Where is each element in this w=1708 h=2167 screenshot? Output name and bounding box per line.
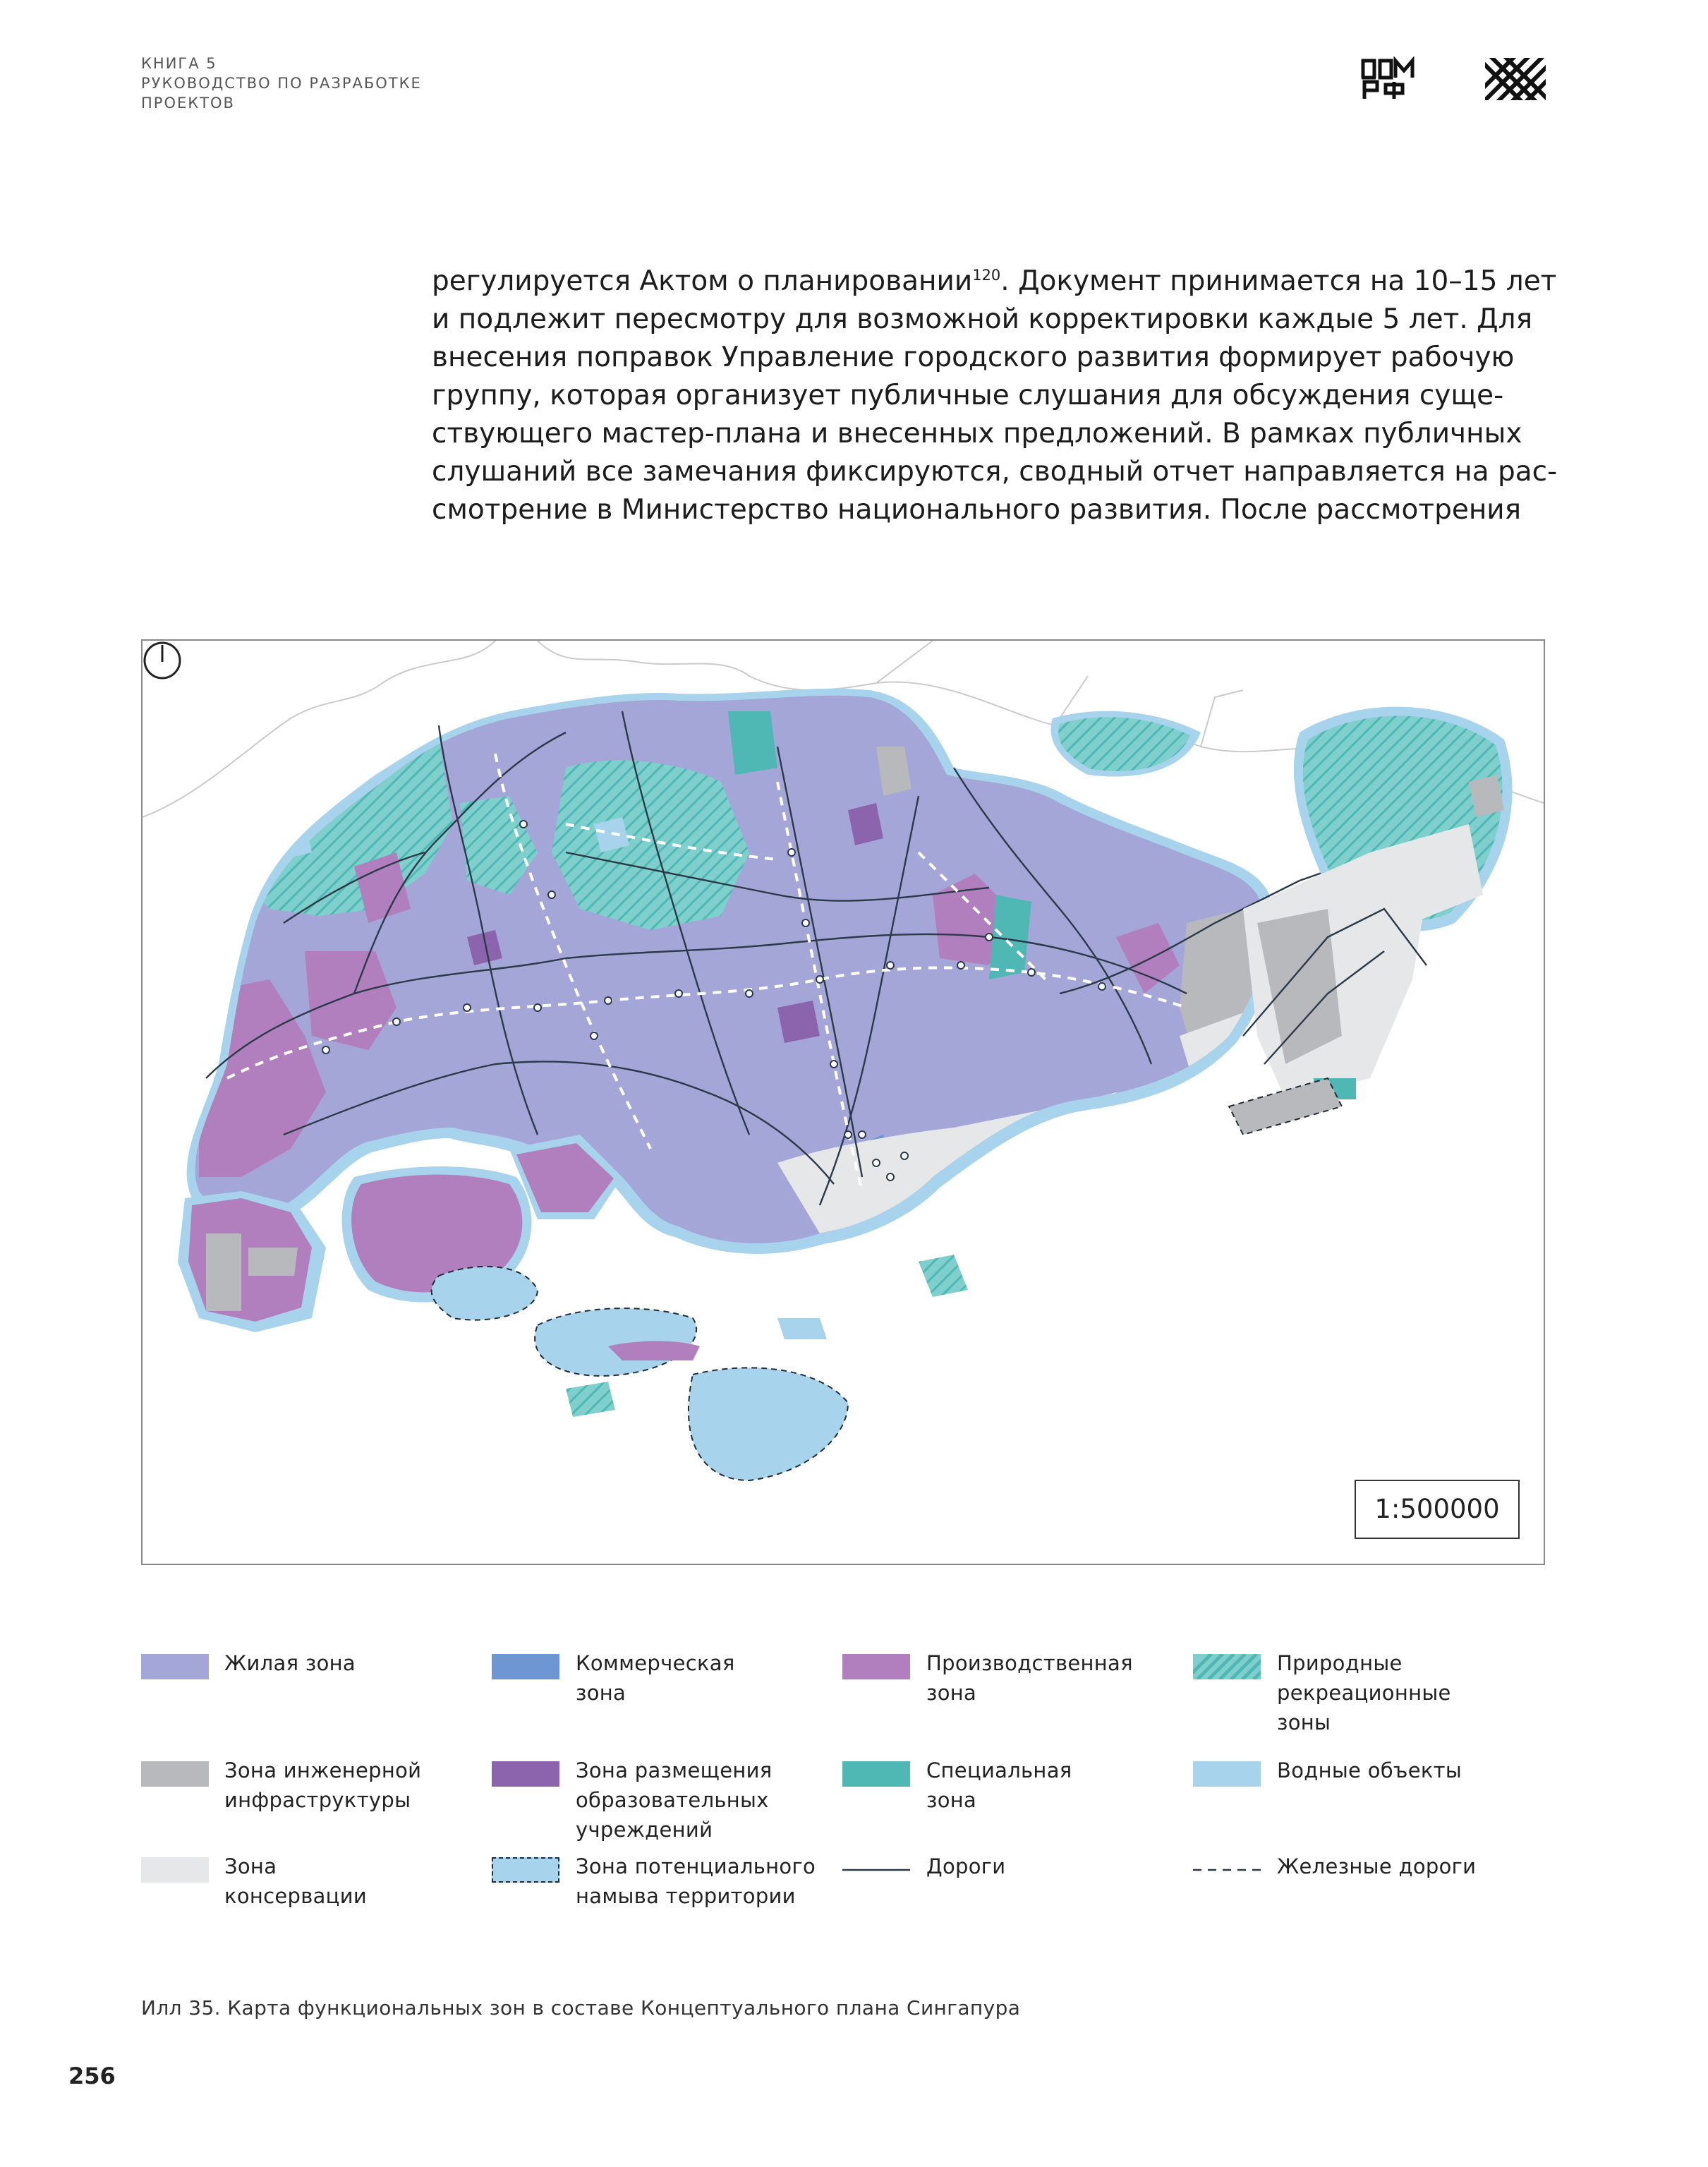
body-line-4: группу, которая организует публичные слушания для обсуждения суще- — [432, 380, 1504, 411]
legend-swatch-water — [1193, 1761, 1261, 1787]
body-line-7: смотрение в Министерство национального развития. После рассмотрения — [432, 494, 1522, 526]
body-line-1: регулируется Актом о планировании — [432, 265, 973, 297]
dom-rf-logo — [1360, 56, 1418, 102]
page-number: 256 — [68, 2063, 116, 2089]
body-line-1-end: . Документ принимается на 10–15 лет — [1000, 265, 1557, 297]
legend-label-roads: Дороги — [926, 1854, 1006, 1878]
map-canvas — [143, 641, 1544, 1564]
legend-swatch-reclamation — [492, 1857, 559, 1883]
header-title-2: ПРОЕКТОВ — [141, 95, 235, 111]
footnote-ref[interactable]: 120 — [972, 267, 1001, 284]
legend-label-nature: Природные рекреационные зоны — [1277, 1651, 1451, 1734]
legend-label-water: Водные объекты — [1277, 1758, 1462, 1782]
north-arrow-icon — [143, 641, 182, 680]
header-title-1: РУКОВОДСТВО ПО РАЗРАБОТКЕ — [141, 75, 422, 92]
legend-label-special: Специальная зона — [926, 1758, 1072, 1812]
body-paragraph — [432, 262, 1558, 529]
zoning-map — [141, 639, 1545, 1565]
legend-swatch-residential — [141, 1654, 209, 1679]
running-header — [141, 54, 422, 113]
legend-label-infrastructure: Зона инженерной инфраструктуры — [224, 1758, 422, 1812]
legend-label-education: Зона размещения образовательных учреждений — [576, 1758, 773, 1842]
legend-label-reclamation: Зона потенциального намыва территории — [576, 1854, 816, 1908]
figure-caption: Илл 35. Карта функциональных зон в составе Концептуального плана Сингапура — [141, 1996, 1021, 2020]
legend-swatch-commercial — [492, 1654, 559, 1679]
body-line — [432, 262, 1557, 301]
legend-label-railways: Железные дороги — [1277, 1854, 1477, 1878]
scale-label: 1:500000 — [1355, 1480, 1520, 1539]
header-book: КНИГА 5 — [141, 55, 217, 72]
legend-swatch-railways — [1193, 1857, 1261, 1883]
body-line-5: ствующего мастер-плана и внесенных предложений. В рамках публичных — [432, 418, 1522, 449]
legend-swatch-infrastructure — [141, 1761, 209, 1787]
southern-islands — [432, 1255, 968, 1480]
legend-label-industrial: Производственная зона — [926, 1651, 1133, 1705]
legend-swatch-nature — [1193, 1654, 1261, 1679]
legend-label-commercial: Коммерческая зона — [576, 1651, 735, 1705]
education-zone — [777, 1001, 820, 1043]
legend-label-reserve: Зона консервации — [224, 1854, 368, 1908]
body-line-2: и подлежит пересмотру для возможной корректировки каждые 5 лет. Для — [432, 303, 1533, 335]
legend-swatch-roads — [842, 1857, 910, 1883]
body-line-6: слушаний все замечания фиксируются, сводный отчет направляется на рас- — [432, 456, 1558, 488]
nature-zone-central — [552, 761, 749, 930]
legend-label-residential: Жилая зона — [224, 1651, 356, 1675]
hatch-logo — [1484, 56, 1547, 102]
legend-swatch-industrial — [842, 1654, 910, 1679]
special-zone-north — [728, 711, 777, 775]
legend-swatch-reserve — [141, 1857, 209, 1883]
body-line-3: внесения поправок Управление городского развития формирует рабочую — [432, 342, 1515, 373]
legend-swatch-education — [492, 1761, 559, 1787]
legend-swatch-special — [842, 1761, 910, 1787]
